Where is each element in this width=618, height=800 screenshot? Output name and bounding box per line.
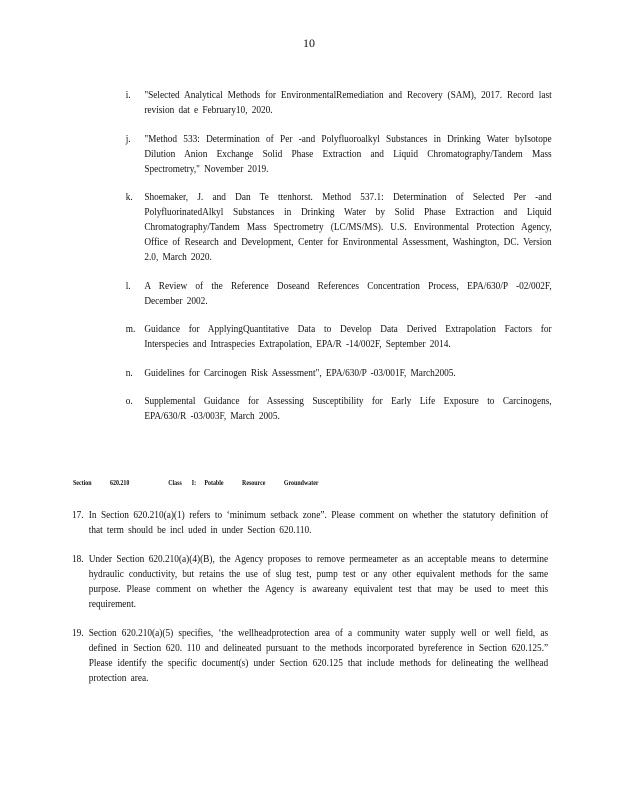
page-number: 10 xyxy=(303,36,315,50)
reference-list xyxy=(122,88,552,438)
question-item xyxy=(72,626,548,686)
question-number: 17. xyxy=(72,510,84,521)
reference-marker: l. xyxy=(125,280,131,292)
reference-item xyxy=(122,394,552,424)
reference-item xyxy=(122,322,552,352)
question-text: In Section 620.210(a)(1) refers to ‘minimum setback zone”. Please comment on whether the statutory definition of that term should be incl uded in under Section 620.110. xyxy=(88,510,549,536)
section-title-word: Groundwater xyxy=(283,479,319,487)
reference-text: Supplemental Guidance for Assessing Susceptibility for Early Life Exposure to Carcinogens, EPA/630/R -03/003F, March 2005. xyxy=(144,396,552,422)
reference-text: "Selected Analytical Methods for EnvironmentalRemediation and Recovery (SAM), 2017. Record last revision dat e February10, 2020. xyxy=(144,90,552,116)
class-number: I: xyxy=(191,479,197,487)
reference-marker: k. xyxy=(125,192,133,203)
section-number: 620.210 xyxy=(110,479,130,487)
reference-item xyxy=(122,88,552,118)
question-item xyxy=(72,508,548,538)
reference-text: Guidelines for Carcinogen Risk Assessment", EPA/630/P -03/001F, March2005. xyxy=(144,367,456,379)
question-item xyxy=(72,552,548,612)
reference-text: A Review of the Reference Doseand References Concentration Process, EPA/630/P -02/002F, December 2002. xyxy=(144,280,552,307)
question-number: 19. xyxy=(72,628,84,639)
reference-item xyxy=(122,190,552,265)
reference-text: Shoemaker, J. and Dan Te ttenhorst. Method 537.1: Determination of Selected Per -and PolyfluorinatedAlkyl Substances in Drinking Water by Solid Phase Extraction and Liquid Chromatography/Tandem Mass Spectrometry (LC/MS/MS). U.S. Environmental Protection Agency, Office of Research and Development, Center for Environmental Assessment, Washington, DC. Version 2.0, March 2020. xyxy=(144,192,552,263)
reference-marker: j. xyxy=(125,133,131,145)
question-list xyxy=(72,508,549,700)
reference-marker: o. xyxy=(125,396,133,407)
class-label: Class xyxy=(168,479,182,487)
reference-item xyxy=(122,279,552,309)
question-text: Section 620.210(a)(5) specifies, ‘the wellheadprotection area of a community water supply well or well field, as defined in Section 620. 110 and delineated pursuant to the methods incorporated byreference in Section 620.125.” Please identify the specific document(s) under Section 620.125 that include methods for delineating the wellhead protection area. xyxy=(88,628,549,684)
reference-text: Guidance for ApplyingQuantitative Data to Develop Data Derived Extrapolation Factors for Interspecies and Intraspecies Extrapolation, EPA/R -14/002F, September 2014. xyxy=(144,324,552,350)
reference-item xyxy=(122,366,552,381)
section-title-word: Resource xyxy=(242,479,266,487)
section-title-word: Potable xyxy=(204,479,224,487)
section-label: Section xyxy=(73,479,92,487)
question-number: 18. xyxy=(72,554,84,565)
reference-item xyxy=(122,132,552,177)
question-text: Under Section 620.210(a)(4)(B), the Agency proposes to remove permeameter as an acceptable means to determine hydraulic conductivity, but retains the use of slug test, pump test or any other equivalent methods for the same purpose. Please comment on whether the Agency is awareany equivalent test that may be used to meet this requirement. xyxy=(88,554,549,610)
reference-marker: i. xyxy=(125,90,131,101)
reference-marker: n. xyxy=(125,367,133,379)
reference-text: "Method 533: Determination of Per -and Polyfluoroalkyl Substances in Drinking Water byIsotope Dilution Anion Exchange Solid Phase Extraction and Liquid Chromatography/Tandem Mass Spectrometry," November 2019. xyxy=(144,133,552,175)
reference-marker: m. xyxy=(125,324,136,335)
section-heading xyxy=(73,479,464,487)
